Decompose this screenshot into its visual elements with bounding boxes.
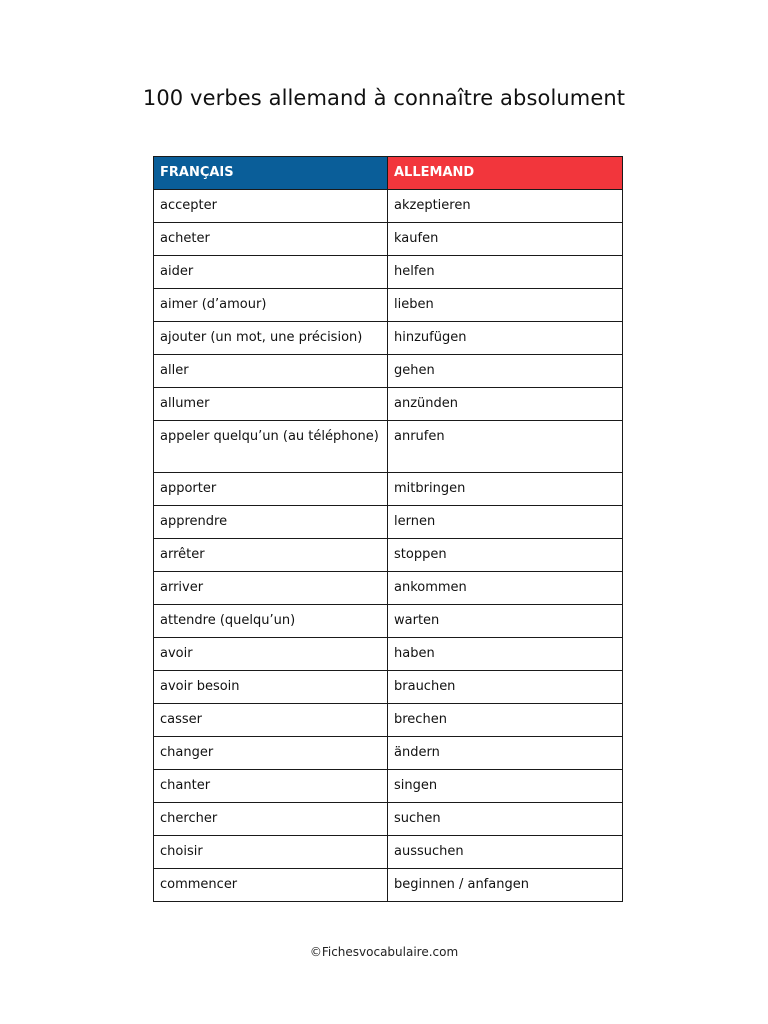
table-row: [154, 190, 623, 223]
french-verb-cell: commencer: [154, 869, 388, 902]
table-row: [154, 539, 623, 572]
table-row: [154, 836, 623, 869]
french-verb-cell: aimer (d’amour): [154, 289, 388, 322]
table-row: [154, 869, 623, 902]
german-verb-cell: aussuchen: [388, 836, 623, 869]
table-header-row: [154, 157, 623, 190]
table-row: [154, 638, 623, 671]
table-row: [154, 322, 623, 355]
german-verb-cell: suchen: [388, 803, 623, 836]
french-verb-cell: apporter: [154, 473, 388, 506]
table-row: [154, 388, 623, 421]
french-verb-cell: apprendre: [154, 506, 388, 539]
french-verb-cell: aider: [154, 256, 388, 289]
french-verb-cell: chercher: [154, 803, 388, 836]
german-verb-cell: haben: [388, 638, 623, 671]
table-body: [154, 190, 623, 902]
table-row: [154, 223, 623, 256]
french-verb-cell: appeler quelqu’un (au téléphone): [154, 421, 388, 473]
header-allemand: ALLEMAND: [388, 157, 623, 190]
french-verb-cell: attendre (quelqu’un): [154, 605, 388, 638]
german-verb-cell: ändern: [388, 737, 623, 770]
german-verb-cell: anzünden: [388, 388, 623, 421]
german-verb-cell: brechen: [388, 704, 623, 737]
french-verb-cell: acheter: [154, 223, 388, 256]
french-verb-cell: ajouter (un mot, une précision): [154, 322, 388, 355]
header-francais: FRANÇAIS: [154, 157, 388, 190]
footer-copyright: ©Fichesvocabulaire.com: [309, 945, 459, 959]
table-row: [154, 737, 623, 770]
table-row: [154, 506, 623, 539]
german-verb-cell: brauchen: [388, 671, 623, 704]
french-verb-cell: arrêter: [154, 539, 388, 572]
table-row: [154, 355, 623, 388]
table-row: [154, 256, 623, 289]
page-title: 100 verbes allemand à connaître absolument: [142, 86, 626, 110]
german-verb-cell: singen: [388, 770, 623, 803]
german-verb-cell: akzeptieren: [388, 190, 623, 223]
french-verb-cell: accepter: [154, 190, 388, 223]
german-verb-cell: kaufen: [388, 223, 623, 256]
french-verb-cell: arriver: [154, 572, 388, 605]
table-row: [154, 671, 623, 704]
table-row: [154, 289, 623, 322]
french-verb-cell: aller: [154, 355, 388, 388]
french-verb-cell: avoir besoin: [154, 671, 388, 704]
table-row: [154, 421, 623, 473]
table-row: [154, 605, 623, 638]
table-row: [154, 803, 623, 836]
german-verb-cell: beginnen / anfangen: [388, 869, 623, 902]
german-verb-cell: hinzufügen: [388, 322, 623, 355]
german-verb-cell: gehen: [388, 355, 623, 388]
table-row: [154, 704, 623, 737]
table-row: [154, 572, 623, 605]
french-verb-cell: avoir: [154, 638, 388, 671]
french-verb-cell: casser: [154, 704, 388, 737]
german-verb-cell: mitbringen: [388, 473, 623, 506]
table-row: [154, 473, 623, 506]
german-verb-cell: warten: [388, 605, 623, 638]
french-verb-cell: changer: [154, 737, 388, 770]
german-verb-cell: stoppen: [388, 539, 623, 572]
german-verb-cell: helfen: [388, 256, 623, 289]
german-verb-cell: anrufen: [388, 421, 623, 473]
french-verb-cell: choisir: [154, 836, 388, 869]
german-verb-cell: ankommen: [388, 572, 623, 605]
french-verb-cell: allumer: [154, 388, 388, 421]
german-verb-cell: lernen: [388, 506, 623, 539]
french-verb-cell: chanter: [154, 770, 388, 803]
table-row: [154, 770, 623, 803]
vocabulary-table: [153, 156, 623, 902]
german-verb-cell: lieben: [388, 289, 623, 322]
